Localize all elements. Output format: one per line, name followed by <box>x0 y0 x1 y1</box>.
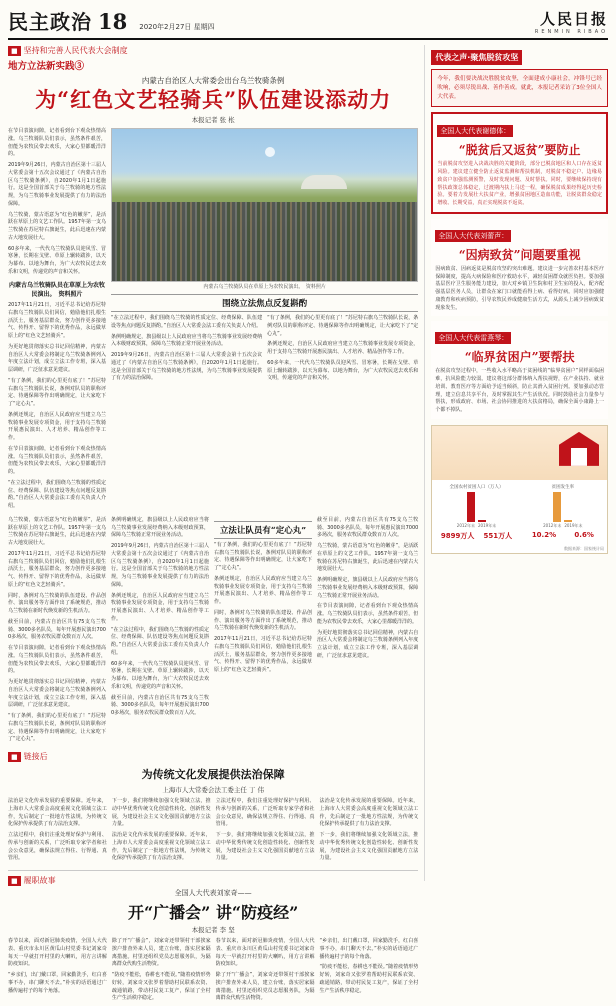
paragraph: 在节目表演间隙，记者看到台下观众热情高涨。乌兰牧骑队员们表示，虽然条件艰苦，但能为农牧民带去欢乐，大家心里都暖洋洋的。 <box>8 128 106 158</box>
sidebar-quote: 今年，我们要决战决胜脱贫攻坚，全面建成小康社会，冲锋号已经吹响，必须尽锐出战、善作善成。就此，本报记者采访了3位全国人大代表。 <box>431 69 608 107</box>
sidebar-card-3 <box>431 321 608 419</box>
article-subhead-2: 立法让队员有“定心丸” <box>214 521 312 539</box>
section-title: 民主政治 <box>8 10 92 34</box>
chart-value: 10.2% <box>531 530 557 539</box>
paragraph: “在立法过程中，我们围绕乌兰牧骑的性质定位、经费保障、队伍建设等焦点问题反复斟酌。”自治区人大常委会法工委有关负责人介绍。 <box>111 626 209 656</box>
article-column-6 <box>214 517 312 747</box>
chart-series-1-title: 全国农村贫困人口（万人） <box>449 484 504 490</box>
poverty-chart <box>431 425 608 554</box>
article-photo <box>111 128 418 282</box>
article-column-2 <box>111 315 262 386</box>
after-block <box>8 751 418 866</box>
bottom-column-3 <box>216 938 315 1006</box>
chart-series-1 <box>436 484 516 541</box>
paper-name: 人民日报 <box>539 10 608 28</box>
paragraph: 2019年9月26日，内蒙古自治区第十三届人大常委会第十五次会议通过了《内蒙古自治区乌兰牧骑条例》，自2020年1月1日起施行。这是全国首部关于乌兰牧骑的地方性法规，为乌兰牧骑事业发展提供了有力的法治保障。 <box>111 543 209 588</box>
bar <box>478 520 486 522</box>
chart-series-1-bars <box>436 492 516 522</box>
paragraph: 2017年11月21日，习近平总书记给苏尼特右旗乌兰牧骑队员们回信，勉励他们扎根生活沃土，服务基层群众，努力创作更多接地气、传得开、留得下的优秀作品，永远做草原上的“红色文艺轻骑兵”。 <box>8 302 106 340</box>
sidebar-card-1 <box>431 112 608 214</box>
after-column-4 <box>319 798 418 866</box>
after-label-text: 链接后 <box>23 752 48 762</box>
paragraph: 条例明确规定，旗县级以上人民政府应当将乌兰牧骑事业发展经费纳入本级财政预算，保障乌兰牧骑正常开展业务活动。 <box>111 516 209 539</box>
paragraph: “乡亲们，出门戴口罩，回家勤洗手，红白喜事不办，串门聊天不去。”朴实的话语通过广播传遍村子的每个角落。 <box>8 972 107 994</box>
main-top-label <box>8 45 418 56</box>
paragraph: 截至目前，内蒙古自治区共有75支乌兰牧骑、3000多名队员，每年开展惠民演出7000多场次，服务农牧民群众数百万人次。 <box>317 516 419 539</box>
sidebar-card-3-bar: 全国人大代表雷燕琴： <box>435 332 511 344</box>
paragraph: “有了条例，我们的心里更有底了！”苏尼特右旗乌兰牧骑队长说，条例对队员的职称评定、待遇保障等作出明确规定，让大家吃下了“定心丸”。 <box>8 377 106 408</box>
sidebar-card-1-head: “脱贫后又返贫”要防止 <box>458 143 581 158</box>
chart-tick: 2012年末 <box>456 522 475 528</box>
article-kicker: 内蒙古自治区人大常委会出台乌兰牧骑条例 <box>141 76 285 85</box>
sidebar-card-2-bar: 全国人大代表刘蕾声： <box>435 230 511 242</box>
chart-series-2-bars <box>523 492 603 522</box>
paragraph: 除了开“广播会”，刘家奇还带领村干部挨家挨户排查外来人员，建立台账，落实居家隔离措施。村里还组织党员志愿服务队，为隔离群众代购生活物资。 <box>215 972 315 1002</box>
label-marker-icon: ■ <box>8 46 21 56</box>
chart-tick: 2012年末 <box>543 522 562 528</box>
paragraph: 条例明确规定，旗县级以上人民政府应当将乌兰牧骑事业发展经费纳入本级财政预算，保障乌兰牧骑正常开展业务活动。 <box>317 577 419 599</box>
divider <box>8 870 418 871</box>
paragraph: 截至目前，内蒙古自治区共有75支乌兰牧骑、3000多名队员，每年开展惠民演出7000多场次，服务农牧民群众数百万人次。 <box>111 694 209 717</box>
article-column-4 <box>8 517 106 747</box>
bar <box>467 492 475 522</box>
chart-value: 551万人 <box>483 531 513 540</box>
paragraph: 条例明确规定，旗县级以上人民政府应当将乌兰牧骑事业发展经费纳入本级财政预算，保障乌兰牧骑正常开展业务活动。 <box>111 333 263 348</box>
paragraph: 下一步，我们将继续加强文化领域立法，推动中华优秀传统文化创造性转化、创新性发展，为建设社会主义文化强国贡献地方立法力量。 <box>319 832 419 862</box>
main-label-text: 坚持和完善人民代表大会制度 <box>23 46 128 55</box>
chart-value: 0.6% <box>574 530 594 539</box>
article-column-3 <box>267 315 418 386</box>
after-label <box>8 751 418 762</box>
after-headline: 为传统文化发展提供法治保障 <box>141 768 285 782</box>
label-marker-icon: ■ <box>8 876 21 886</box>
main-column <box>8 45 419 1002</box>
article-headline: 为“红色文艺轻骑兵”队伍建设添动力 <box>35 87 392 112</box>
paragraph: 60多年来，一代代乌兰牧骑队员迎风雪、冒寒暑，长期在戈壁、草原上辗转跋涉，以天为幕布、以地为舞台，为广大农牧民送去欢乐和文明，传递党的声音和关怀。 <box>267 359 419 382</box>
bar <box>553 492 561 522</box>
masthead-left <box>8 6 535 35</box>
house-icon <box>559 432 599 466</box>
subcolumns-a <box>111 315 418 386</box>
bottom-label-row <box>8 875 418 886</box>
chart-tick: 2019年末 <box>477 522 497 528</box>
chart-series-2 <box>523 484 603 541</box>
crowd-shape <box>112 202 417 281</box>
sidebar-card-3-body: 在脱贫攻坚过程中，一些收入水平略高于贫困线的“临界贫困户”同样面临困难，抗风险能力较弱。建议将这部分群体纳入帮扶视野，在产业扶持、就业培训、教育医疗等方面给予适当倾斜，防止其滑入贫困行列。要加强动态管理，建立信息共享平台，及时掌握其生产生活状况。同时鼓励社会力量参与帮扶，形成政府、市场、社会协同推进的大扶贫格局，确保全面小康路上一个都不掉队。 <box>435 368 604 414</box>
paragraph: 2017年11月21日，习近平总书记给苏尼特右旗乌兰牧骑队员们回信，勉励他们扎根生活沃土，服务基层群众，努力创作更多接地气、传得开、留得下的优秀作品，永远做草原上的“红色文艺轻骑兵”。 <box>214 636 312 674</box>
paper-name-pinyin: RENMIN RIBAO <box>534 29 608 35</box>
chart-body <box>432 480 607 545</box>
paragraph: 下一步，我们将继续加强文化领域立法，推动中华优秀传统文化创造性转化、创新性发展，为建设社会主义文化强国贡献地方立法力量。 <box>215 832 315 862</box>
paragraph: 乌兰牧骑，蒙古语意为“红色的嫩芽”，是活跃在草原上的文艺工作队。1957年第一支乌兰牧骑在苏尼特右旗诞生，此后迅速在内蒙古大地发展壮大。 <box>8 516 106 547</box>
paragraph: 为更好地贯彻落实总书记回信精神，内蒙古自治区人大常委会将制定乌兰牧骑条例列入年度立法计划，成立立法工作专班，深入基层调研，广泛征求意见建议。 <box>8 679 106 709</box>
paragraph: 乌兰牧骑，蒙古语意为“红色的嫩芽”，是活跃在草原上的文艺工作队。1957年第一支乌兰牧骑在苏尼特右旗诞生，此后迅速在内蒙古大地发展壮大。 <box>8 211 106 241</box>
bottom-column-1 <box>8 938 107 1006</box>
sidebar-card-2-head: “因病致贫”问题要重视 <box>458 247 581 262</box>
after-column-3 <box>216 798 315 866</box>
bar <box>564 520 572 522</box>
paragraph: 在节目表演间隙，记者看到台下观众热情高涨。乌兰牧骑队员们表示，虽然条件艰苦，但能为农牧民带去欢乐，大家心里都暖洋洋的。 <box>317 603 419 625</box>
paragraph: “在立法过程中，我们围绕乌兰牧骑的性质定位、经费保障、队伍建设等焦点问题反复斟酌。”自治区人大常委会法工委有关负责人介绍。 <box>8 479 106 510</box>
article-column-5 <box>111 517 209 747</box>
page-number: 18 <box>98 9 128 34</box>
paragraph: 立法过程中，我们注重处理好保护与利用、传承与创新的关系，广泛听取专家学者和社会公众意见，确保法规立得住、行得通、真管用。 <box>8 832 107 862</box>
paragraph: 2019年9月26日，内蒙古自治区第十三届人大常委会第十五次会议通过了《内蒙古自治区乌兰牧骑条例》，自2020年1月1日起施行。这是全国首部关于乌兰牧骑的地方性法规，为乌兰牧骑事业发展提供了有力的法治保障。 <box>111 352 263 382</box>
after-byline: 上海市人大常委会法工委主任 丁 伟 <box>162 786 264 795</box>
masthead-right <box>535 8 608 35</box>
paragraph: “有了条例，我们的心里更有底了！”苏尼特右旗乌兰牧骑队长说，条例对队员的职称评定、待遇保障等作出明确规定，让大家吃下了“定心丸”。 <box>214 541 312 572</box>
label-marker-icon: ■ <box>8 752 21 762</box>
bottom-kicker: 全国人大代表刘家奇—— <box>174 889 252 898</box>
bottom-label-text: 履职故事 <box>23 876 56 886</box>
paragraph: 60多年来，一代代乌兰牧骑队员迎风雪、冒寒暑，长期在戈壁、草原上辗转跋涉，以天为幕布、以地为舞台，为广大农牧民送去欢乐和文明，传递党的声音和关怀。 <box>8 245 106 275</box>
paragraph: 春节以来，面对新冠肺炎疫情，全国人大代表、重庆市永川区黄瓜山村党委书记刘家奇每天一早就打开村里的大喇叭，用方言讲解防疫知识。 <box>215 938 315 968</box>
paragraph: “在立法过程中，我们围绕乌兰牧骑的性质定位、经费保障、队伍建设等焦点问题反复斟酌。”自治区人大常委会法工委有关负责人介绍。 <box>111 315 263 329</box>
paragraph: 在节目表演间隙，记者看到台下观众热情高涨。乌兰牧骑队员们表示，虽然条件艰苦，但能为农牧民带去欢乐，大家心里都暖洋洋的。 <box>8 445 106 476</box>
sidebar <box>424 45 608 881</box>
bottom-column-4 <box>319 938 418 1006</box>
sidebar-card-1-bar: 全国人大代表谢德体： <box>437 125 513 137</box>
photo-caption: 内蒙古乌兰牧骑队员在草原上为农牧民演出。 资料照片 <box>203 284 326 291</box>
masthead <box>8 6 608 40</box>
chart-header-art <box>432 426 607 480</box>
sidebar-card-2-body: 因病致贫、因病返贫是脱贫攻坚的突出难题。建议进一步完善农村基本医疗保障制度，提高大病保险和医疗救助水平，减轻贫困群众就医负担。要加强基层医疗卫生服务能力建设，加大对乡镇卫生院和村卫生室的投入，配齐配强基层医务人员，让群众在家门口就能看得上病、看得好病。同时应加强健康教育和疾病预防，引导农牧民养成健康生活方式，从源头上减少因病致贫现象发生。 <box>435 265 604 311</box>
paragraph: “乡亲们，出门戴口罩，回家勤洗手，红白喜事不办，串门聊天不去。”朴实的话语通过广播传遍村子的每个角落。 <box>319 938 419 960</box>
sidebar-banner: 代表之声·聚焦脱贫攻坚 <box>431 50 522 65</box>
paragraph: 在节目表演间隙，记者看到台下观众热情高涨。乌兰牧骑队员们表示，虽然条件艰苦，但能为农牧民带去欢乐，大家心里都暖洋洋的。 <box>8 645 106 675</box>
paragraph: “有了条例，我们的心里更有底了！”苏尼特右旗乌兰牧骑队长说，条例对队员的职称评定、待遇保障等作出明确规定，让大家吃下了“定心丸”。 <box>8 713 106 743</box>
sidebar-card-1-body: 当前脱贫攻坚进入决战决胜的关键阶段，部分已脱贫地区和人口存在返贫风险。建议建立健全防止返贫监测和帮扶机制，对脱贫不稳定户、边缘易致贫户加强监测预警，及时发现问题、及时帮扶。同时，要继续保持现有帮扶政策总体稳定，过渡期内扶上马送一程，确保脱贫成果经得起历史检验。要着力发展壮大扶贫产业，增强贫困地区造血功能，让脱贫群众稳定增收、长期受益，真正实现脱贫不返贫。 <box>437 161 602 207</box>
page-columns <box>8 45 608 1002</box>
paragraph: 为更好地贯彻落实总书记回信精神，内蒙古自治区人大常委会将制定乌兰牧骑条例列入年度立法计划，成立立法工作专班，深入基层调研，广泛征求意见建议。 <box>8 343 106 374</box>
main-sub-label: 地方立法新实践③ <box>8 61 85 72</box>
paragraph: 2017年11月21日，习近平总书记给苏尼特右旗乌兰牧骑队员们回信，勉励他们扎根生活沃土，服务基层群众，努力创作更多接地气、传得开、留得下的优秀作品，永远做草原上的“红色文艺轻骑兵”。 <box>8 550 106 588</box>
paragraph: 条例还规定，自治区人民政府应当建立乌兰牧骑事业发展专项资金，用于支持乌兰牧骑开展惠民演出、人才培养、精品创作等工作。 <box>8 411 106 442</box>
bottom-column-2 <box>112 938 211 1006</box>
chart-value: 9899万人 <box>440 531 475 540</box>
paragraph: 法治是文化传承发展的重要保障。近年来，上海市人大常委会高度重视文化领域立法工作，先后制定了一批地方性法规，为传统文化保护传承提供了有力法治支撑。 <box>319 798 419 828</box>
paragraph: 同时，条例对乌兰牧骑的队伍建设、作品创作、演出服务等方面作出了系统规范，推动乌兰牧骑在新时代焕发新的生机活力。 <box>8 592 106 615</box>
article-subhead-photo: 内蒙古乌兰牧骑队员在草原上为农牧民演出。 资料照片 <box>8 281 105 298</box>
paragraph: 下一步，我们将继续加强文化领域立法，推动中华优秀传统文化创造性转化、创新性发展，为建设社会主义文化强国贡献地方立法力量。 <box>111 798 211 828</box>
paragraph: 同时，条例对乌兰牧骑的队伍建设、作品创作、演出服务等方面作出了系统规范，推动乌兰牧骑在新时代焕发新的生机活力。 <box>214 609 312 632</box>
paragraph: 乌兰牧骑，蒙古语意为“红色的嫩芽”，是活跃在草原上的文艺工作队。1957年第一支乌兰牧骑在苏尼特右旗诞生，此后迅速在内蒙古大地发展壮大。 <box>317 543 419 573</box>
issue-date: 2020年2月27日 星期四 <box>139 23 215 31</box>
paragraph: 条例还规定，自治区人民政府应当建立乌兰牧骑事业发展专项资金，用于支持乌兰牧骑开展惠民演出、人才培养、精品创作等工作。 <box>267 341 419 356</box>
article-column-1 <box>8 128 106 514</box>
yurt-shape <box>301 175 347 189</box>
after-column-1 <box>8 798 107 866</box>
paragraph: “防疫不能松，春耕也不能误。”随着疫情形势好转，刘家奇又张罗着帮助村民联系农资、疏通销路，带动村民复工复产，保证了全村生产生活秩序稳定。 <box>111 972 211 1002</box>
after-column-2 <box>112 798 211 866</box>
sidebar-card-3-head: “临界贫困户”要帮扶 <box>464 350 575 365</box>
article-column-7 <box>317 517 418 747</box>
chart-series-2-title: 贫困发生率 <box>551 484 575 490</box>
bottom-headline: 开“广播会” 讲“防疫经” <box>127 903 299 923</box>
paragraph: 截至目前，内蒙古自治区共有75支乌兰牧骑、3000多名队员，每年开展惠民演出7000多场次，服务农牧民群众数百万人次。 <box>8 618 106 641</box>
paragraph: 春节以来，面对新冠肺炎疫情，全国人大代表、重庆市永川区黄瓜山村党委书记刘家奇每天一早就打开村里的大喇叭，用方言讲解防疫知识。 <box>8 938 107 968</box>
bottom-byline: 本报记者 李 坚 <box>191 926 235 935</box>
bottom-story <box>8 875 418 1006</box>
paragraph: 立法过程中，我们注重处理好保护与利用、传承与创新的关系，广泛听取专家学者和社会公众意见，确保法规立得住、行得通、真管用。 <box>215 798 315 828</box>
chart-source: 数据来源：国家统计局 <box>564 545 604 551</box>
paragraph: “有了条例，我们的心里更有底了！”苏尼特右旗乌兰牧骑队长说，条例对队员的职称评定、待遇保障等作出明确规定，让大家吃下了“定心丸”。 <box>267 315 419 337</box>
paragraph: 法治是文化传承发展的重要保障。近年来，上海市人大常委会高度重视文化领域立法工作，先后制定了一批地方性法规，为传统文化保护传承提供了有力法治支撑。 <box>111 832 211 862</box>
article-photo-block <box>111 128 418 514</box>
paragraph: 2019年9月26日，内蒙古自治区第十三届人大常委会第十五次会议通过了《内蒙古自治区乌兰牧骑条例》，自2020年1月1日起施行。这是全国首部关于乌兰牧骑的地方性法规，为乌兰牧骑事业发展提供了有力的法治保障。 <box>8 162 106 207</box>
article-subhead-1: 围绕立法焦点反复斟酌 <box>111 294 418 312</box>
paragraph: 法治是文化传承发展的重要保障。近年来，上海市人大常委会高度重视文化领域立法工作，先后制定了一批地方性法规，为传统文化保护传承提供了有力法治支撑。 <box>8 798 107 828</box>
paragraph: 条例还规定，自治区人民政府应当建立乌兰牧骑事业发展专项资金，用于支持乌兰牧骑开展惠民演出、人才培养、精品创作等工作。 <box>111 592 209 622</box>
paragraph: “防疫不能松，春耕也不能误。”随着疫情形势好转，刘家奇又张罗着帮助村民联系农资、疏通销路，带动村民复工复产，保证了全村生产生活秩序稳定。 <box>319 964 419 994</box>
paragraph: 除了开“广播会”，刘家奇还带领村干部挨家挨户排查外来人员，建立台账，落实居家隔离措施。村里还组织党员志愿服务队，为隔离群众代购生活物资。 <box>111 938 211 968</box>
sun-icon <box>265 147 275 157</box>
chart-tick: 2019年末 <box>564 522 583 528</box>
paragraph: 为更好地贯彻落实总书记回信精神，内蒙古自治区人大常委会将制定乌兰牧骑条例列入年度立法计划，成立立法工作专班，深入基层调研，广泛征求意见建议。 <box>317 629 419 659</box>
paragraph: 60多年来，一代代乌兰牧骑队员迎风雪、冒寒暑，长期在戈壁、草原上辗转跋涉，以天为幕布、以地为舞台，为广大农牧民送去欢乐和文明，传递党的声音和关怀。 <box>111 660 209 690</box>
paragraph: 条例还规定，自治区人民政府应当建立乌兰牧骑事业发展专项资金，用于支持乌兰牧骑开展惠民演出、人才培养、精品创作等工作。 <box>214 575 312 606</box>
article-byline: 本报记者 张 枨 <box>191 116 235 125</box>
sidebar-card-2 <box>431 219 608 317</box>
